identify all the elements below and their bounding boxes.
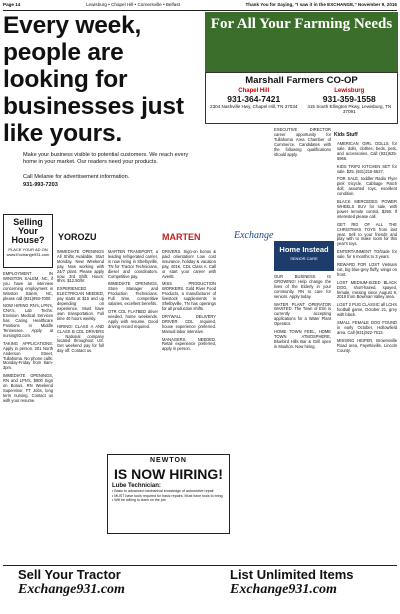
coop-right-address: 415 South Ellington Pkwy, Lewisburg, TN 37091 xyxy=(307,104,392,114)
listing: TAKING APPLICATIONS: Apply in person. 201 North Anderson Street, Tullahoma. No phone calls. Monday-Friday from 8am-3pm. xyxy=(3,340,53,371)
coop-name: Marshall Farmers CO-OP xyxy=(245,75,358,86)
header-towns: Lewisburg • Chapel Hill • Cornersville • Belfast xyxy=(85,2,180,7)
list-items-url: Exchange931.com xyxy=(230,582,337,597)
hero-headline: Every week, people are looking for businesses just like yours. xyxy=(3,12,184,147)
column-2 xyxy=(57,250,104,562)
list-items-banner[interactable] xyxy=(230,568,354,612)
marten-logo: MARTEN xyxy=(162,232,201,242)
coop-lewisburg xyxy=(305,88,393,114)
coop-left-phone[interactable]: 931-364-7421 xyxy=(227,94,281,104)
listing: KIDS TRIP2 KITCHEN SET for sale. $25. (931)215-5627. xyxy=(337,163,397,174)
listing: EXECUTIVE DIRECTOR career opportunity for Tullahoma Area Chamber of Commerce. Candidates with the following qualifications should apply. xyxy=(274,127,331,157)
listing: LOST MEDIUM-SIZED BLACK DOG, short-haired, spayed, female, missing since August 9, 2016 from Bowman Valley area. xyxy=(337,279,397,300)
hero-call: Call Melanie for advertisement information. xyxy=(23,174,130,180)
hero-phone[interactable]: 931-993-7203 xyxy=(23,182,58,188)
listing: GET RID OF ALL THE CHRISTMAS TOYS from last year. Sell to your friends and play with to make room for this year's toys. xyxy=(337,221,397,247)
listing: FOR SALE, toddler Radio Flyer pink tricycle, Cabbage Patch doll, assorted toys, excellent condition. xyxy=(337,176,397,197)
newton-role: Lube Technician: xyxy=(112,483,161,489)
exchange-logo: Exchange xyxy=(234,230,274,241)
column-4 xyxy=(162,250,216,450)
home-instead-name: Home Instead xyxy=(279,245,329,254)
listing: OTR CDL FLATBED driver needed, home weekends. Apply with resume. Good driving record required. xyxy=(108,308,158,329)
home-instead-logo xyxy=(274,241,334,271)
hero-ad xyxy=(3,12,203,210)
newton-line: • Will be willing to learn on the job xyxy=(112,498,166,503)
listing: IMMEDIATE OPENINGS, Store Manager and Production Technicians. Full time, competitive salaries, excellent benefits. xyxy=(108,281,158,307)
listing: WATER PLANT OPERATOR WANTED. The Town of Erin is currently accepting applications for a Water Plant Operator. xyxy=(274,301,331,327)
listing: ENTERTAINMENT TO/trade for sale, for 6 months to 3 years. xyxy=(337,249,397,260)
listing: MARTEN TRANSPORT, a leading refrigerated carrier, is now hiring in Shelbyville, TN for Tractor Technicians, diesel and coordinators. Competitive pay. xyxy=(108,249,158,279)
home-instead-sub: SENIOR CARE xyxy=(290,256,318,261)
coop-left-city: Chapel Hill xyxy=(238,88,270,94)
page-number: Page 14 xyxy=(3,2,21,7)
listing: DRIVERS. Sign-on bonus & paid orientation! Low cost insurance, holiday & vacation pay, 401K, CDL Class A. Call or start your career with Averitt. xyxy=(162,249,216,279)
listing: AMERICAN GIRL DOLLS for sale, dolls, clothes, beds, pets, and accessories. Call (931)625-5966. xyxy=(337,141,397,161)
list-items-title: List Unlimited Items xyxy=(230,567,354,582)
listing: NOW HIRING RN's, LPN's, CNA's, Lab Techs. Envision Medical Services has Caring Healthcare Positions in Middle Tennessee. Apply at nursing93.com. xyxy=(3,303,53,338)
newton-hiring-ad xyxy=(107,454,230,534)
farm-ad-title: For All Your Farming Needs xyxy=(210,16,393,32)
listing: MANAGERS NEEDED. Retail experience preferred, apply in person. xyxy=(162,336,216,352)
coop-right-city: Lewisburg xyxy=(334,88,365,94)
sell-tractor-title: Sell Your Tractor xyxy=(18,567,121,582)
coop-left-address: 2304 Nashville Hwy, Chapel Hill, TN 37034 xyxy=(210,104,298,109)
listing: REWARD FOR LOST Vietnam cat, big blue-grey fluffy, wings on front. xyxy=(337,262,397,277)
column-1 xyxy=(3,272,53,562)
kids-stuff-heading: Kids Stuff xyxy=(334,132,358,138)
sell-house-ad[interactable] xyxy=(3,214,53,268)
newton-name: NEWTON xyxy=(150,457,187,464)
listing: BLACK MERCEDES POWER WHEELS SUV for sale, with power remote control, $250. If interested please call. xyxy=(337,199,397,219)
listing: LOST 2 PUG CLASSIC all LCHS football game, October 21, grey with black. xyxy=(337,302,397,318)
column-5 xyxy=(274,275,331,562)
column-3 xyxy=(108,250,158,450)
sell-tractor-url: Exchange931.com xyxy=(18,582,125,597)
listing: SMALL FEMALE DOG FOUND in early October, Hollowfield area. Call (931)922-7613. xyxy=(337,320,397,335)
listing: EXPERIENCED ELECTRICIAN NEEDED, pay starts at $15 and up depending on experience. Must have own transportation. Full time 40 hours weekly. xyxy=(57,286,104,321)
listing: HIRING! CLASS A AND CLASS B CDL DRIVERS - National company located throughout US. Get weekend pay for full day off. Contact us. xyxy=(57,323,104,354)
coop-right-phone[interactable]: 931-359-1558 xyxy=(322,94,376,104)
farm-ad-banner xyxy=(205,12,398,72)
page-header xyxy=(3,2,397,10)
listing: MISS PRODUCTION WORKERS. Gold River Food Products, a manufacturer of livestock supplements in Shelbyville, TN has openings for all production shifts. xyxy=(162,281,216,311)
listing: MISSING HEIFER, Brownsville Road area, Fayetteville, Lincoln County. xyxy=(337,337,397,353)
listing: EMPLOYMENT IN WINSTON SALEM, NC, if you have an interview concerning employment in Winston Salem, NC, please call (931)993-7000. xyxy=(3,271,53,301)
listing: IMMEDIATE OPENINGS All Shifts Available. Start Monday. New Weekend pay. Now working with 24/7 plant. Please apply now. 3rd Shift. Hours: 8hrs. $12.50/hr. xyxy=(57,249,104,284)
sell-house-url[interactable]: PLACE YOUR AD ON www.Exchange931.com xyxy=(6,247,50,257)
header-tagline: Thank You for Saying, "I saw it in the EXCHANGE," November 9, 2016 xyxy=(245,2,397,7)
coop-chapel-hill xyxy=(210,88,298,114)
header-rule xyxy=(3,10,397,11)
column-5-top xyxy=(274,128,331,238)
listing: OUR BUSINESS IS GROWING! Help change the lives of the Elderly in your community. RN to care for seniors. Apply today. xyxy=(274,274,331,299)
yorozu-logo: YOROZU xyxy=(58,232,97,242)
hero-body: Make your business visible to potential customers. We reach every home in your market. Our readers need your products. xyxy=(23,152,189,165)
newton-line: • Basic to advanced mechanical knowledge of automotive repair xyxy=(112,489,214,493)
listing: DRYWALL DELIVERY DRIVER. CDL required, house experience preferred. Manual labor intensive. xyxy=(162,313,216,334)
newton-line: • MUST have tools required for basic repairs. Must have tools to bring xyxy=(112,493,223,498)
column-6 xyxy=(337,142,397,562)
sell-house-title: Selling Your House? xyxy=(11,217,45,245)
footer-rule xyxy=(3,565,397,566)
marshall-coop-ad xyxy=(205,72,398,124)
sell-tractor-banner[interactable] xyxy=(18,568,125,612)
listing: HOME TOWN FEEL, HOME TOWN ATMOSPHERE, Bluebird Hills Bar & Grill open in Moulton. Now hiring. xyxy=(274,329,331,349)
listing: IMMEDIATE OPENINGS, RN and LPN's, $800 Sign on Bonus, RN Weekend Supervisor, FT Jobs, long term nursing. Contact us with your resume. xyxy=(3,373,53,403)
newton-hiring: IS NOW HIRING! xyxy=(114,466,223,482)
